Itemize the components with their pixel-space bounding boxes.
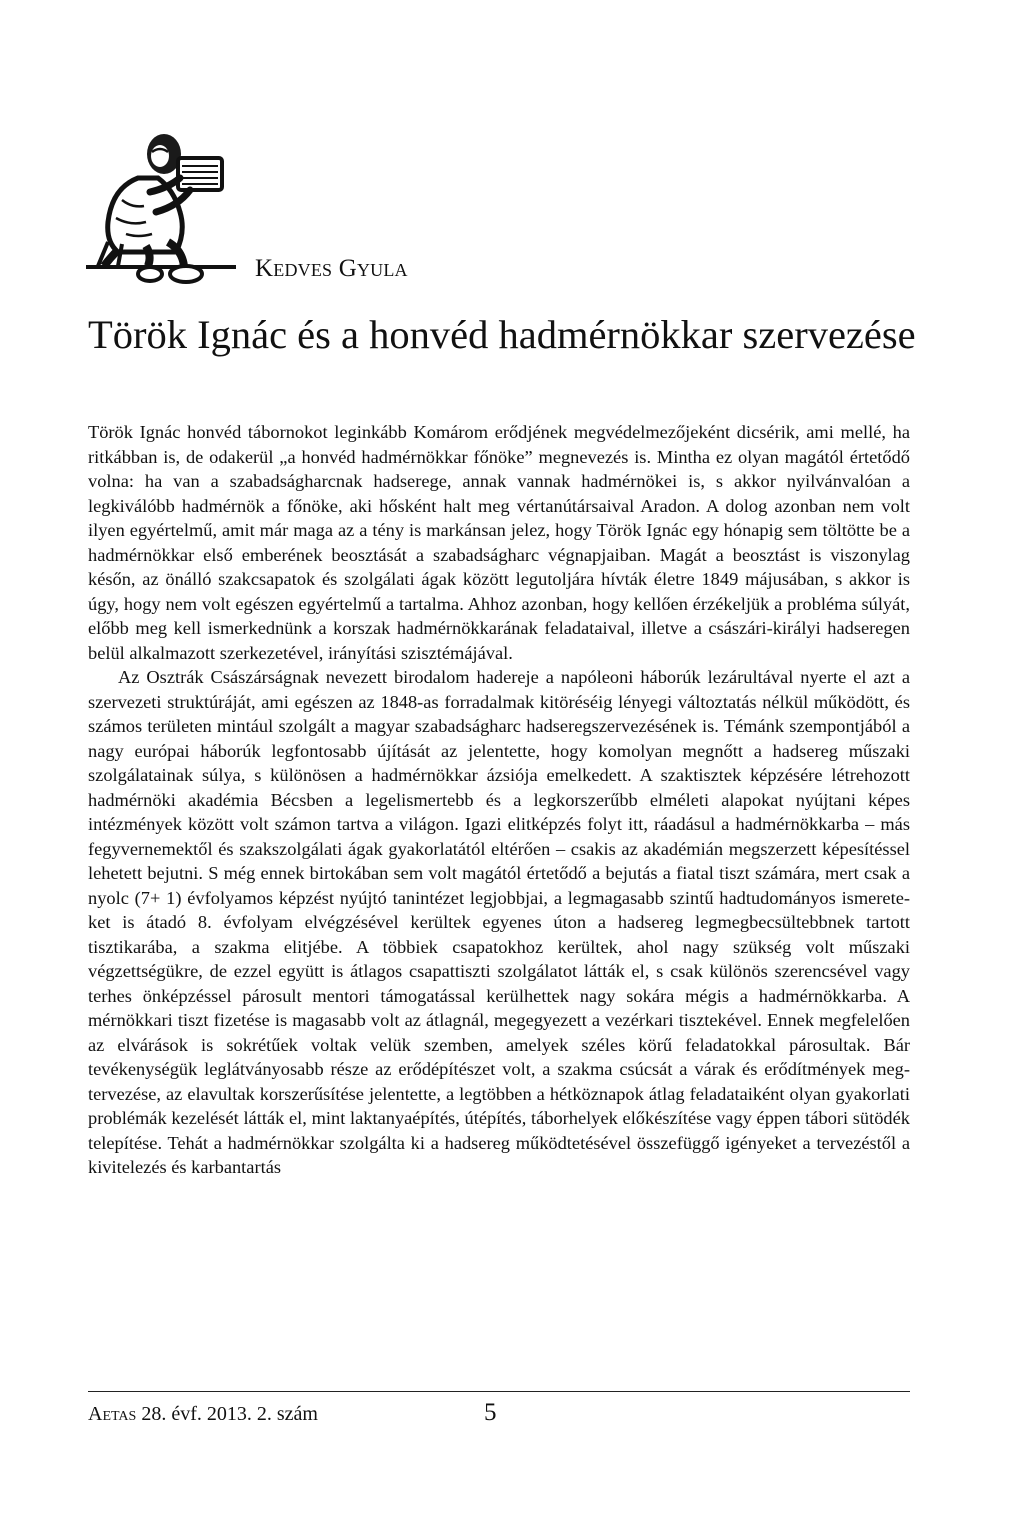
page-number: 5 (484, 1399, 497, 1426)
footer-divider (88, 1391, 910, 1392)
paragraph: Az Osztrák Császárságnak nevezett birodalom hadereje a napóleoni háborúk lezárultával nyerte el azt a szervezeti struktúráját, ami egészen az 1848-as forradalmak kitöréséig lényegi változtatás nélkül működött, és számos területen mintául szolgált a magyar szabadságharc hadseregszervezésének is. Témánk szempontjából a nagy európai háborúk legfontosabb újítását az jelentette, hogy komolyan megnőtt a hadsereg műszaki szolgálatainak súlya, s különösen a hadmérnökkar ázsiója emelkedett. A szaktisztek képzésére létrehozott hadmérnöki akadémia Bécsben a legelismertebb és a legkorszerűbb elméleti alapokat nyújtani képes intézmények között volt számon tartva a világon. Igazi elitképzés folyt itt, ráadásul a hadmérnökkarba – más fegyvernemektől és szakszolgálati ágak gyakorlatától eltérően – csakis az akadémián megszerzett képesítéssel lehetett bejutni. S még ennek birtokában sem volt magától értetődő a bejutás a fiatal tiszt számára, mert csak a nyolc (7+ 1) évfolyamos képzést nyújtó tanintézet legjobbjai, a legmagasabb szintű hadtudományos ismereteket is átadó 8. évfolyam elvégzésével kerültek egyenes úton a hadsereg legmegbecsültebbnek tartott tisztikarába, a szakma elitjébe. A többiek csapatokhoz kerültek, ahol nagy szükség volt műszaki végzettségükre, de ezzel együtt is átlagos csapattiszti szolgálatot látták el, s csak különös szerencsével vagy terhes önképzéssel párosult mentori támogatással kerülhettek nagy sokára mégis a hadmérnökkarba. A mérnökkari tiszt fizetése is magasabb volt az átlagnál, megegyezett a vezérkari tisztekével. Ennek megfelelően az elvárások is sokrétűek voltak velük szemben, amelyek széles körű feladatokkal párosultak. Bár tevékenységük leglátványosabb része az erődépítészet volt, a szakma csúcsát a várak és erődítmények megtervezése, az elavultak korszerűsítése jelentette, a legtöbben a hétköznapok átlag feladataiként olyan gyakorlati problémák kezelését látták el, mint laktanyaépítés, útépítés, táborhelyek előkészítése vagy éppen tábori sütödék telepítése. Tehát a hadmérnökkar szolgálta ki a hadsereg működtetésével összefüggő igényeket a tervezéstől a kivitelezés és karbantartás (88, 667, 910, 1177)
article-title: Török Ignác és a honvéd hadmérnökkar szervezése (88, 312, 916, 357)
journal-issue: 28. évf. 2013. 2. szám (136, 1403, 318, 1425)
article-body (88, 420, 910, 1180)
journal-logo-reading-figure-icon (86, 122, 236, 290)
author-name: Kedves Gyula (255, 255, 408, 282)
journal-name: Aetas (88, 1403, 137, 1425)
paragraph: Török Ignác honvéd tábornokot leginkább Komárom erődjének megvédelmezőjeként dicsérik, ami mellé, ha ritkábban is, de odakerül „a honvéd hadmérnökkar főnöke” megnevezés is. Mintha ez olyan magától értetődő volna: ha van a szabadságharcnak hadserege, annak vannak hadmérnökei is, s akkor nyilvánvalóan a legkiválóbb hadmérnök a főnöke, aki hősként halt meg vértanútársaival Aradon. A dolog azonban nem volt ilyen egyértelmű, amit már maga az a tény is markánsan jelez, hogy Török Ignác egy hónapig sem töltötte be a hadmérnökkar első emberének beosztását a szabadságharc végnapjaiban. Magát a beosztást is viszonylag későn, az önálló szakcsapatok és szolgálati ágak között legutoljára hívták életre 1849 májusában, s akkor is úgy, hogy nem volt egészen egyértelmű a tartalma. Ahhoz azonban, hogy kellően érzékeljük a probléma súlyát, előbb meg kell ismerkednünk a korszak hadmérnökkarának feladataival, illetve a császári-királyi hadseregen belül alkalmazott szerkezetével, irányítási szisztémájával. (88, 422, 910, 663)
journal-issue-info (88, 1401, 318, 1427)
